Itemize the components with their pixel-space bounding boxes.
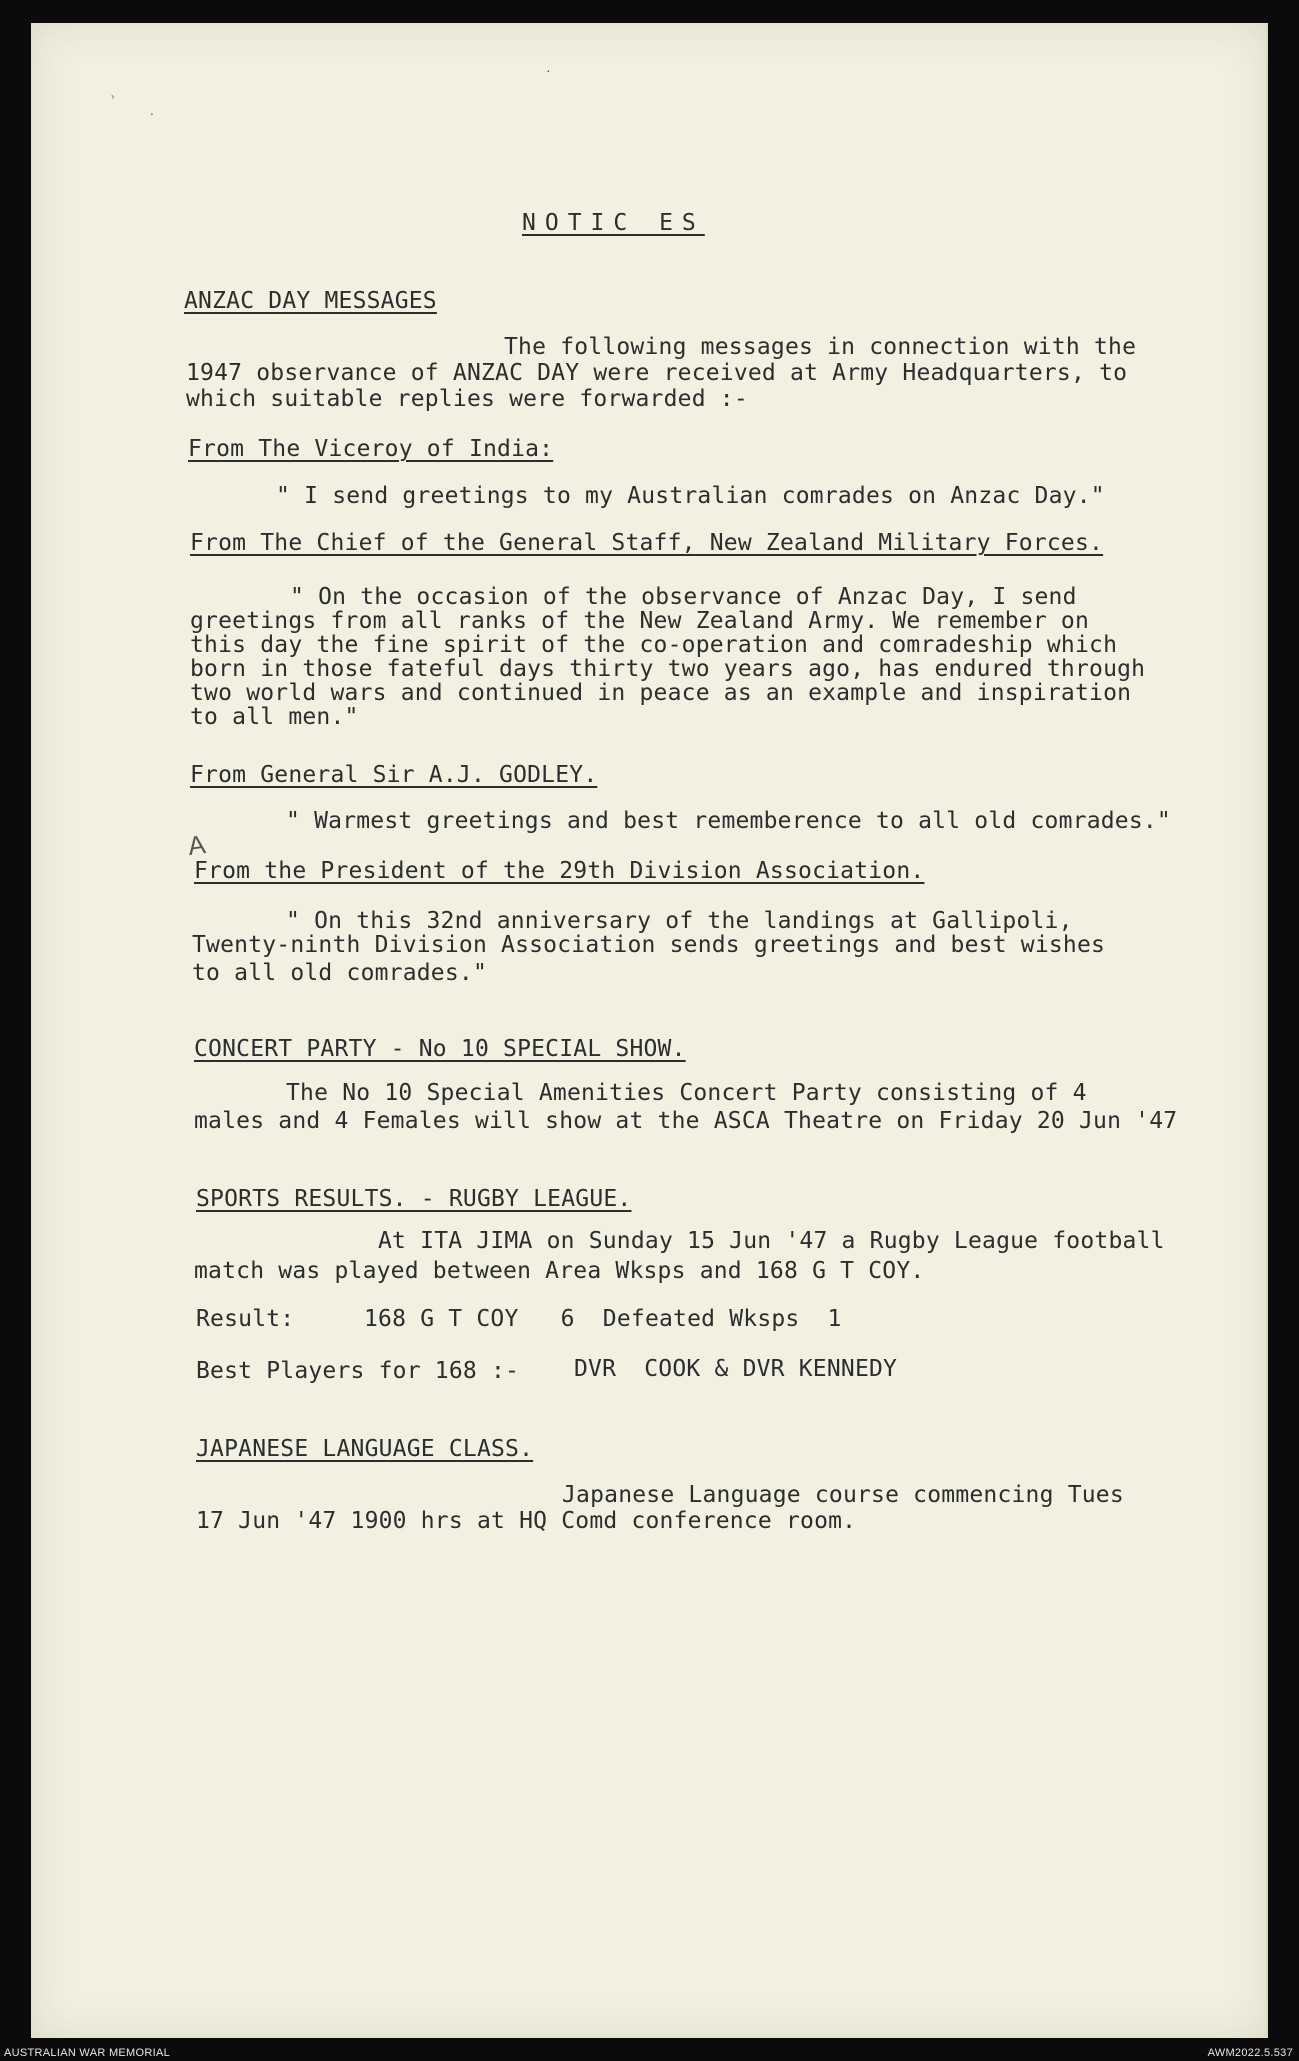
page-title: NOTIC ES xyxy=(522,210,705,236)
result-value: 168 G T COY 6 Defeated Wksps 1 xyxy=(364,1306,842,1332)
sports-body-line-2: match was played between Area Wksps and 168 G T COY. xyxy=(194,1258,925,1284)
best-players-label: Best Players for 168 :- xyxy=(196,1358,520,1384)
pencil-mark: ʾ xyxy=(108,91,122,113)
japanese-body-line-1: Japanese Language course commencing Tues xyxy=(562,1482,1124,1508)
division-message-line-2: Twenty-ninth Division Association sends greetings and best wishes xyxy=(192,932,1106,958)
japanese-heading: JAPANESE LANGUAGE CLASS. xyxy=(196,1436,534,1462)
sports-body-line-1: At ITA JIMA on Sunday 15 Jun '47 a Rugby League football xyxy=(378,1228,1165,1254)
footer-accession: AWM2022.5.537 xyxy=(1207,2047,1293,2059)
japanese-body-line-2: 17 Jun '47 1900 hrs at HQ Comd conference room. xyxy=(196,1508,857,1534)
pencil-a-mark: A xyxy=(185,828,208,862)
nz-message-line-5: two world wars and continued in peace as an example and inspiration xyxy=(190,680,1132,706)
anzac-heading: ANZAC DAY MESSAGES xyxy=(184,288,437,314)
nz-message-line-4: born in those fateful days thirty two years ago, has endured through xyxy=(190,656,1146,682)
best-players-value: DVR COOK & DVR KENNEDY xyxy=(574,1356,898,1382)
footer-credit: AUSTRALIAN WAR MEMORIAL xyxy=(4,2047,171,2059)
document-page xyxy=(31,23,1268,2038)
concert-heading: CONCERT PARTY - No 10 SPECIAL SHOW. xyxy=(194,1036,686,1062)
godley-heading: From General Sir A.J. GODLEY. xyxy=(190,762,598,788)
pencil-mark: ˙ xyxy=(150,112,156,129)
concert-body-line-2: males and 4 Females will show at the ASCA Theatre on Friday 20 Jun '47 xyxy=(194,1108,1178,1134)
nz-message-line-1: " On the occasion of the observance of Anzac Day, I send xyxy=(290,584,1077,610)
nz-message-line-2: greetings from all ranks of the New Zealand Army. We remember on xyxy=(190,608,1090,634)
pencil-mark: · xyxy=(546,62,551,78)
division-heading: From the President of the 29th Division Association. xyxy=(194,858,925,884)
result-label: Result: xyxy=(196,1306,295,1332)
anzac-intro-line-2: 1947 observance of ANZAC DAY were received at Army Headquarters, to xyxy=(186,360,1128,386)
division-message-line-1: " On this 32nd anniversary of the landings at Gallipoli, xyxy=(286,908,1073,934)
anzac-intro-line-1: The following messages in connection with the xyxy=(504,334,1137,360)
sports-heading: SPORTS RESULTS. - RUGBY LEAGUE. xyxy=(196,1186,632,1212)
godley-message: " Warmest greetings and best rememberence to all old comrades." xyxy=(286,808,1171,834)
nz-message-line-6: to all men." xyxy=(190,704,359,730)
nz-message-line-3: this day the fine spirit of the co-operation and comradeship which xyxy=(190,632,1118,658)
division-message-line-3: to all old comrades." xyxy=(192,960,487,986)
concert-body-line-1: The No 10 Special Amenities Concert Party consisting of 4 xyxy=(286,1080,1087,1106)
anzac-intro-line-3: which suitable replies were forwarded :- xyxy=(186,386,748,412)
viceroy-message: " I send greetings to my Australian comrades on Anzac Day." xyxy=(276,483,1105,509)
viceroy-heading: From The Viceroy of India: xyxy=(188,436,554,462)
nz-heading: From The Chief of the General Staff, New Zealand Military Forces. xyxy=(190,530,1104,556)
